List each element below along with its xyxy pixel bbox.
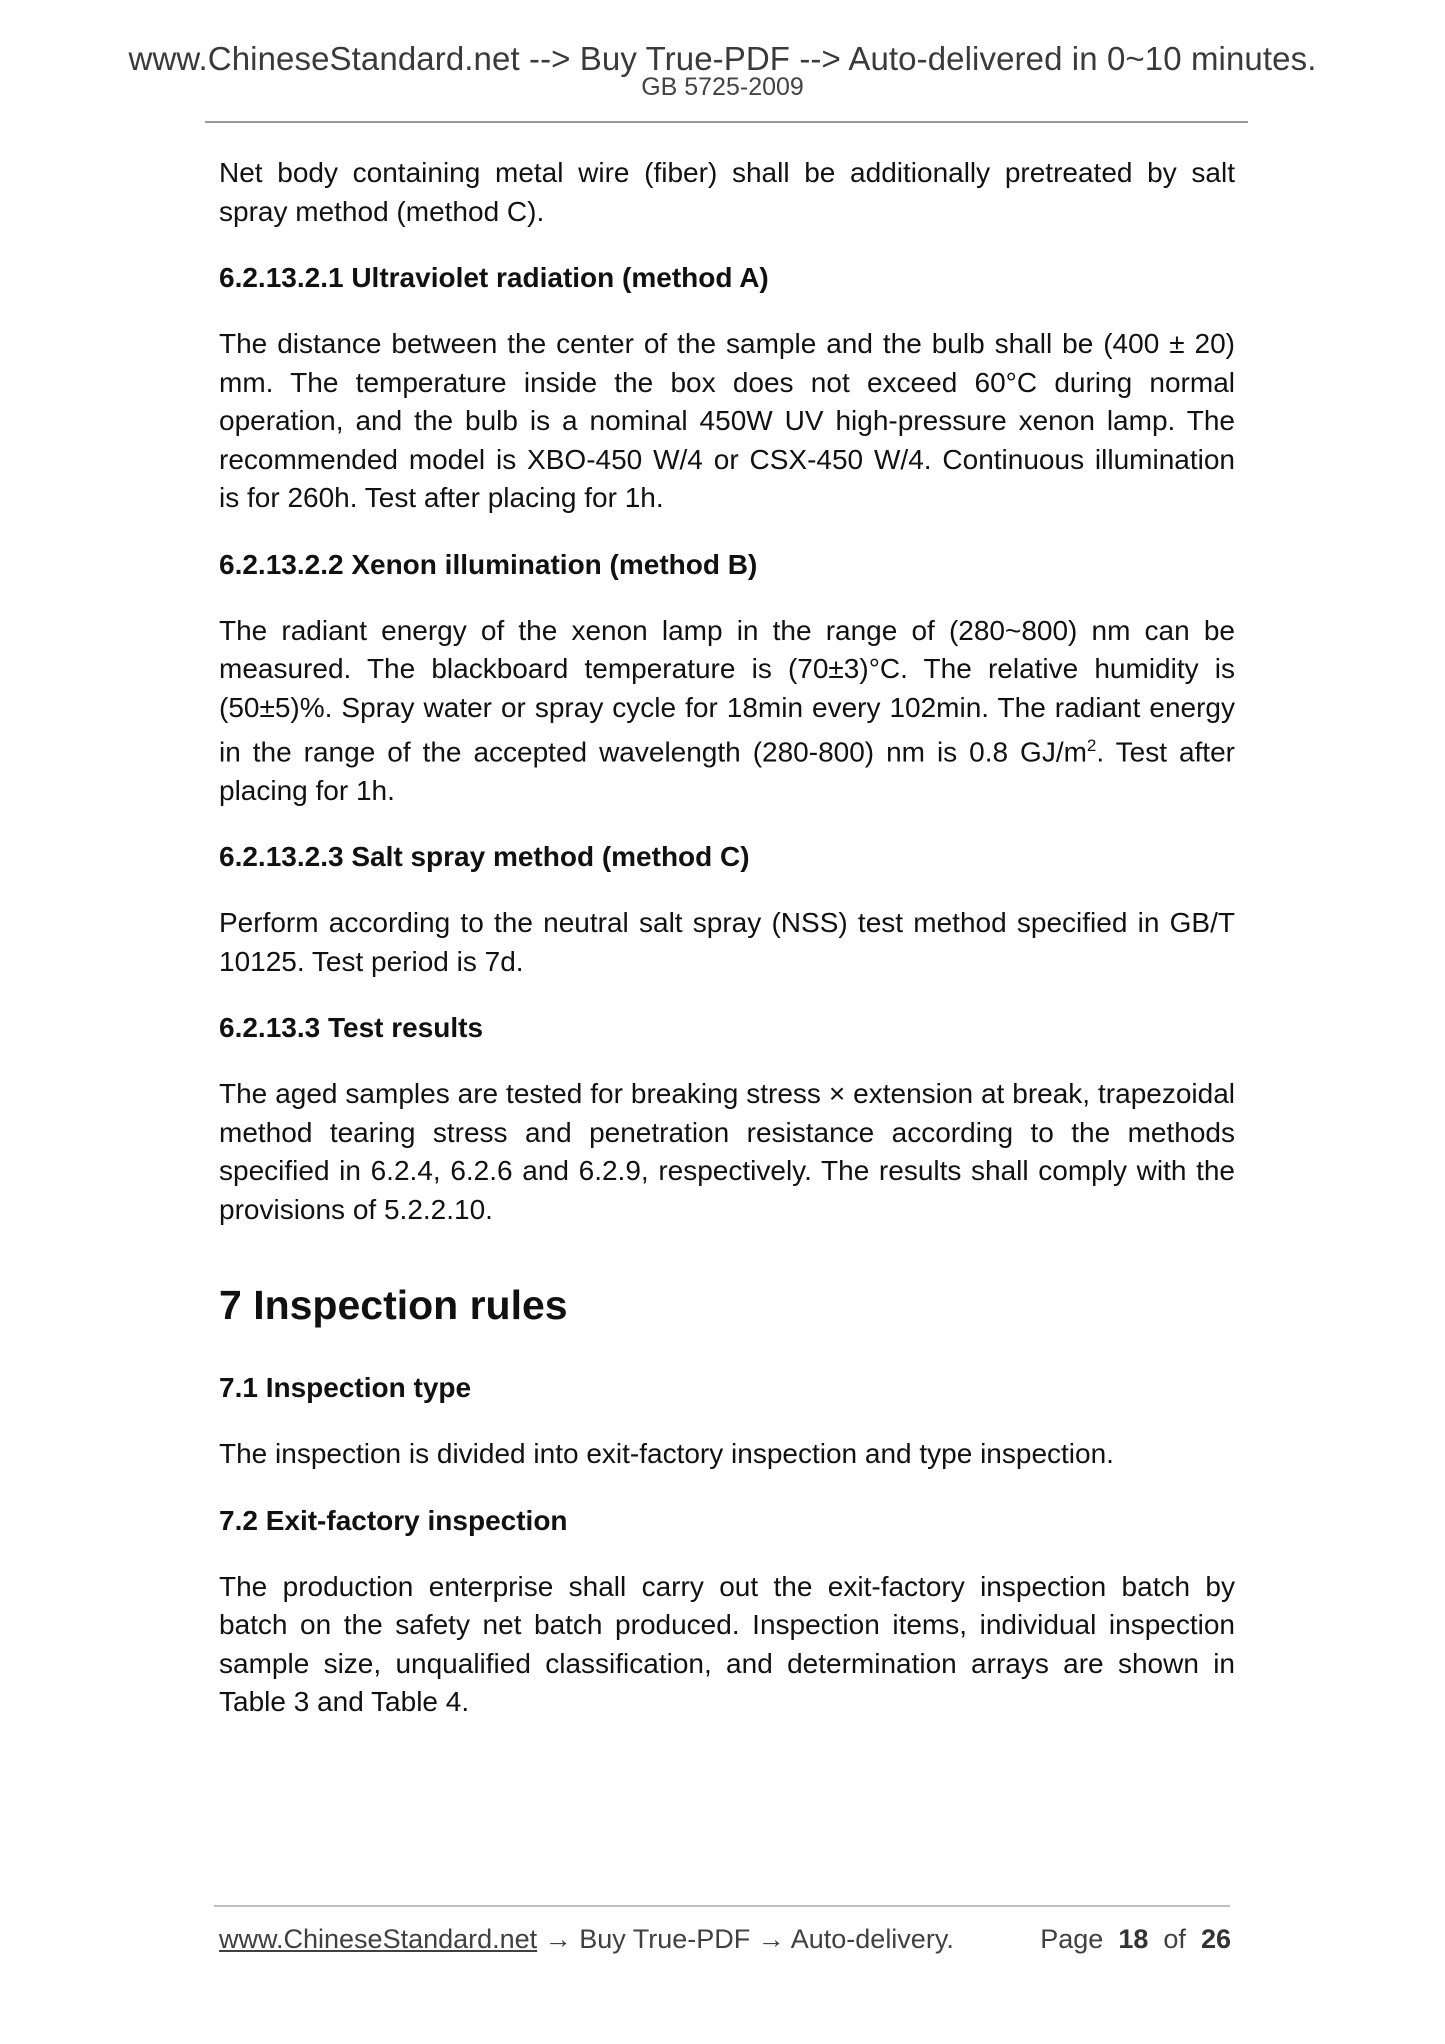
clause-7-1-heading: 7.1 Inspection type [219,1372,472,1404]
clause-7-2-heading: 7.2 Exit-factory inspection [219,1504,568,1536]
clause-6-2-13-3-text: The aged samples are tested for breaking stress × extension at break, trapezoidal method tearing stress and penetration resistance according to the methods specified in 6.2.4, 6.2.6 and 6.2.9, respectively. The results shall comply with the provisions of 5.2.2.10. [219,1078,1235,1225]
document-body [219,154,1235,1750]
clause-6-2-13-2-1-text: The distance between the center of the sample and the bulb shall be (400 ± 20) mm. The temperature inside the box does not exceed 60°C during normal operation, and the bulb is a nominal 450W UV high-pressure xenon lamp. The recommended model is XBO-450 W/4 or CSX-450 W/4. Continuous illumination is for 260h. Test after placing for 1h. [219,328,1235,513]
page-total: 26 [1200,1924,1231,1954]
section-7-heading: 7 Inspection rules [219,1282,568,1329]
clause-6-2-13-2-3-text: Perform according to the neutral salt spray (NSS) test method specified in GB/T 10125. Test period is 7d. [219,907,1235,977]
footer-divider [214,1905,1230,1907]
page-label: Page [1040,1924,1104,1954]
page-of-label: of [1163,1924,1186,1954]
page-footer [219,1922,1231,1956]
clause-6-2-13-2-1-heading: 6.2.13.2.1 Ultraviolet radiation (method A) [219,262,769,293]
footer-site-link[interactable]: www.ChineseStandard.net [219,1924,538,1954]
footer-promo-text: → Buy True-PDF → Auto-delivery. [537,1924,954,1954]
superscript-2: 2 [1086,736,1097,755]
standard-code: GB 5725-2009 [641,73,804,101]
clause-6-2-13-2-2-text-part2: . Test after placing for 1h. [219,736,1235,806]
clause-7-2-text: The production enterprise shall carry out the exit-factory inspection batch by batch on the safety net batch produced. Inspection items, individual inspection sample size, unqualified classification, and determination arrays are shown in Table 3 and Table 4. [219,1570,1235,1718]
clause-7-1-text: The inspection is divided into exit-factory inspection and type inspection. [219,1438,1114,1470]
header-divider [205,121,1248,123]
page-current: 18 [1118,1924,1149,1954]
clause-6-2-13-2-3-heading: 6.2.13.2.3 Salt spray method (method C) [219,841,750,873]
clause-6-2-13-2-2-heading: 6.2.13.2.2 Xenon illumination (method B) [219,548,758,580]
clause-6-2-13-2-2-text [219,612,1235,811]
intro-paragraph: Net body containing metal wire (fiber) shall be additionally pretreated by salt spray method (method C). [219,157,1235,227]
clause-6-2-13-2-2-text-part1: The radiant energy of the xenon lamp in the range of (280~800) nm can be measured. The blackboard temperature is (70±3)°C. The relative humidity is (50±5)%. Spray water or spray cycle for 18min every 102min. The radiant energy in the range of the accepted wavelength (280-800) nm is 0.8 GJ/m [219,614,1235,768]
header-banner: www.ChineseStandard.net --> Buy True-PDF --> Auto-delivered in 0~10 minutes. [128,40,1317,77]
clause-6-2-13-3-heading: 6.2.13.3 Test results [219,1012,484,1044]
page-number [1040,1922,1231,1956]
